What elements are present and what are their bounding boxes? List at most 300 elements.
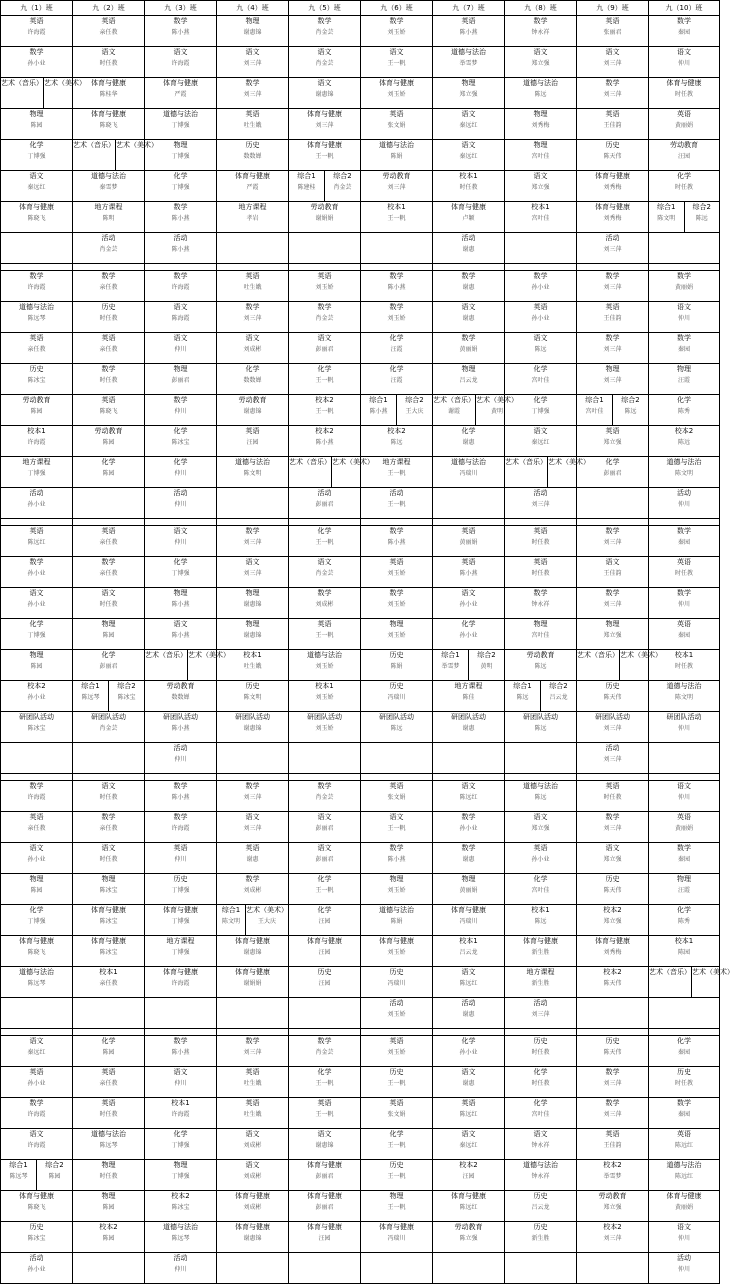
subject-name: 历史 (605, 875, 620, 883)
teacher-name: 刘秀梅 (531, 122, 550, 129)
teacher-name: 仲川 (174, 408, 187, 415)
teacher-name: 举雪梦 (603, 1173, 622, 1180)
lesson-cell (577, 47, 649, 78)
subject-name: 数学 (605, 272, 620, 280)
teacher-name: 许海霞 (171, 980, 190, 987)
period-row (1, 1098, 720, 1129)
subject-name: 体育与健康 (235, 1192, 270, 1200)
split-half (505, 457, 548, 487)
lesson-cell (361, 712, 433, 743)
teacher-name: 钟永祥 (531, 1173, 550, 1180)
subject-name: 数学 (677, 334, 691, 342)
teacher-name: 王佳韵 (603, 1142, 622, 1149)
lesson-cell (577, 743, 649, 774)
teacher-name: 陈远红 (459, 980, 478, 987)
subject-name: 语文 (101, 844, 116, 852)
teacher-name: 秦园 (677, 632, 690, 639)
lesson-cell (73, 650, 145, 681)
teacher-name: 谢惠锦 (243, 1235, 262, 1242)
split-half (433, 650, 469, 680)
subject-name: 体育与健康 (19, 937, 54, 945)
subject-name: 物理 (101, 1161, 116, 1169)
teacher-name: 刘成彬 (243, 1142, 262, 1149)
teacher-name: 陈晓飞 (27, 949, 46, 956)
split-half (541, 681, 576, 711)
teacher-name: 陈冰宝 (27, 1235, 46, 1242)
lesson-cell (1, 1129, 73, 1160)
lesson-cell (433, 619, 505, 650)
lesson-cell (73, 1067, 145, 1098)
teacher-name: 谢惠锦 (243, 632, 262, 639)
split-lesson (649, 967, 734, 997)
subject-name: 道德与法治 (666, 1161, 702, 1169)
subject-name: 数学 (317, 589, 332, 597)
subject-name: 英语 (389, 558, 404, 566)
lesson-cell (217, 557, 289, 588)
lesson-cell (289, 1036, 361, 1067)
lesson-cell (649, 619, 720, 650)
subject-name: 英语 (605, 17, 620, 25)
lesson-cell (433, 712, 505, 743)
subject-name: 化学 (461, 1037, 476, 1045)
period-row (1, 681, 720, 712)
teacher-name: 仲川 (174, 1266, 187, 1273)
teacher-name: 陈园 (102, 1204, 115, 1211)
split-lesson (145, 650, 230, 680)
subject-name: 语文 (245, 558, 260, 566)
subject-name: 英语 (29, 1068, 44, 1076)
lesson-cell (577, 936, 649, 967)
lesson-cell (217, 619, 289, 650)
lesson-cell (649, 16, 720, 47)
lesson-cell (289, 619, 361, 650)
teacher-name: 刘三萍 (603, 1235, 622, 1242)
teacher-name: 刘玉娇 (387, 1011, 406, 1018)
subject-name: 艺术（美术） (692, 968, 734, 976)
teacher-name: 陈小燕 (171, 1049, 190, 1056)
class-header: 九（6）班 (361, 1, 433, 16)
lesson-cell (1, 712, 73, 743)
teacher-name: 陈小燕 (171, 215, 190, 222)
lesson-cell (505, 364, 577, 395)
teacher-name: 陈晓飞 (27, 215, 46, 222)
subject-name: 校本1 (171, 1099, 190, 1107)
subject-name: 数学 (173, 17, 188, 25)
lesson-cell (649, 1253, 720, 1284)
teacher-name: 陈远 (534, 794, 547, 801)
teacher-name: 仲川 (174, 756, 187, 763)
subject-name: 语文 (461, 782, 476, 790)
teacher-name: 谢惠 (246, 856, 259, 863)
lesson-cell (1, 233, 73, 264)
teacher-name: 时任教 (531, 1080, 550, 1087)
subject-name: 化学 (677, 396, 691, 404)
teacher-name: 汪霞 (677, 377, 690, 384)
teacher-name: 刘成彬 (243, 887, 262, 894)
subject-name: 活动 (173, 744, 188, 752)
lesson-cell (73, 395, 145, 426)
lesson-cell (361, 426, 433, 457)
subject-name: 历史 (533, 1037, 548, 1045)
period-row (1, 171, 720, 202)
teacher-name: 丁博强 (171, 1142, 190, 1149)
subject-name: 活动 (173, 489, 188, 497)
teacher-name: 郑立强 (531, 184, 550, 191)
subject-name: 体育与健康 (235, 172, 270, 180)
lesson-cell (577, 1191, 649, 1222)
lesson-cell (289, 874, 361, 905)
teacher-name: 陈天伟 (603, 153, 622, 160)
teacher-name: 时任教 (99, 60, 118, 67)
teacher-name: 时任教 (99, 601, 118, 608)
lesson-cell (577, 1129, 649, 1160)
subject-name: 历史 (245, 141, 260, 149)
subject-name: 历史 (101, 303, 116, 311)
subject-name: 道德与法治 (666, 458, 702, 466)
period-row (1, 1160, 720, 1191)
subject-name: 英语 (533, 558, 548, 566)
subject-name: 化学 (317, 1068, 332, 1076)
teacher-name: 仲川 (677, 501, 690, 508)
subject-name: 研团队活动 (666, 713, 702, 721)
lesson-cell (217, 1222, 289, 1253)
subject-name: 物理 (461, 79, 476, 87)
subject-name: 数学 (29, 1099, 44, 1107)
teacher-name: 肖金芸 (315, 315, 334, 322)
teacher-name: 陈远 (534, 725, 547, 732)
lesson-cell (217, 47, 289, 78)
subject-name: 英语 (245, 1099, 260, 1107)
teacher-name: 陈秀 (677, 408, 690, 415)
lesson-cell (577, 109, 649, 140)
lesson-cell (145, 967, 217, 998)
lesson-cell (361, 936, 433, 967)
teacher-name: 刘秀梅 (603, 215, 622, 222)
subject-name: 数学 (317, 782, 332, 790)
teacher-name: 汪霞 (390, 346, 403, 353)
lesson-cell (289, 1222, 361, 1253)
subject-name: 英语 (389, 110, 404, 118)
split-lesson (289, 457, 374, 487)
lesson-cell (1, 333, 73, 364)
period-row (1, 743, 720, 774)
subject-name: 体育与健康 (91, 110, 126, 118)
teacher-name: 吐生娥 (243, 1080, 262, 1087)
period-row (1, 16, 720, 47)
teacher-name: 举雪梦 (459, 60, 478, 67)
subject-name: 语文 (533, 48, 548, 56)
subject-name: 艺术（音乐） (577, 651, 619, 659)
teacher-name: 时任教 (99, 794, 118, 801)
lesson-cell (361, 16, 433, 47)
split-half (1, 1160, 37, 1190)
lesson-cell (433, 743, 505, 774)
day-separator (1, 264, 720, 271)
teacher-name: 宫叶佳 (531, 377, 550, 384)
lesson-cell (1, 781, 73, 812)
subject-name: 化学 (677, 906, 691, 914)
teacher-name: 陈远 (516, 694, 529, 701)
subject-name: 地方课程 (238, 203, 267, 211)
teacher-name: 王一帆 (387, 501, 406, 508)
teacher-name: 丁博强 (27, 918, 46, 925)
teacher-name: 陈远琴 (27, 315, 46, 322)
subject-name: 道德与法治 (523, 782, 558, 790)
subject-name: 道德与法治 (666, 682, 702, 690)
split-lesson (217, 905, 288, 935)
subject-name: 综合1 (369, 396, 388, 404)
subject-name: 数学 (605, 589, 620, 597)
lesson-cell (289, 557, 361, 588)
teacher-name: 陈园 (48, 1173, 61, 1180)
subject-name: 英语 (605, 303, 620, 311)
lesson-cell (1, 998, 73, 1029)
subject-name: 研团队活动 (307, 713, 342, 721)
subject-name: 艺术（美术） (246, 906, 288, 914)
subject-name: 历史 (389, 651, 404, 659)
lesson-cell (1, 650, 73, 681)
teacher-name: 陈远琴 (171, 1235, 190, 1242)
teacher-name: 仲川 (677, 794, 690, 801)
lesson-cell (217, 395, 289, 426)
lesson-cell (73, 1129, 145, 1160)
subject-name: 物理 (389, 875, 404, 883)
subject-name: 体育与健康 (307, 937, 342, 945)
lesson-cell (433, 488, 505, 519)
split-half (469, 650, 504, 680)
subject-name: 道德与法治 (163, 110, 198, 118)
teacher-name: 汪园 (246, 439, 259, 446)
lesson-cell (73, 905, 145, 936)
subject-name: 活动 (461, 234, 476, 242)
lesson-cell (577, 488, 649, 519)
lesson-cell (433, 395, 518, 426)
lesson-cell (649, 171, 720, 202)
teacher-name: 丁博强 (531, 408, 550, 415)
split-half (332, 457, 374, 487)
subject-name: 数学 (245, 875, 260, 883)
lesson-cell (361, 967, 433, 998)
subject-name: 综合2 (549, 682, 568, 690)
lesson-cell (289, 588, 361, 619)
teacher-name: 陈园 (30, 408, 43, 415)
teacher-name: 汪园 (677, 153, 690, 160)
lesson-cell (289, 743, 361, 774)
lesson-cell (649, 557, 720, 588)
teacher-name: 刘三萍 (531, 1011, 550, 1018)
subject-name: 数学 (533, 17, 548, 25)
lesson-cell (577, 681, 649, 712)
teacher-name: 刘玉娇 (315, 725, 334, 732)
split-half (217, 905, 246, 935)
subject-name: 体育与健康 (235, 1223, 270, 1231)
period-row (1, 333, 720, 364)
subject-name: 数学 (605, 1099, 620, 1107)
lesson-cell (505, 588, 577, 619)
subject-name: 校本2 (27, 682, 46, 690)
teacher-name: 王一帆 (315, 408, 334, 415)
subject-name: 劳动教育 (598, 1192, 627, 1200)
subject-name: 物理 (677, 365, 691, 373)
subject-name: 英语 (461, 527, 476, 535)
subject-name: 语文 (677, 48, 691, 56)
teacher-name: 许海霞 (171, 825, 190, 832)
lesson-cell (361, 78, 433, 109)
teacher-name: 陈冰宝 (117, 694, 136, 701)
lesson-cell (145, 1067, 217, 1098)
period-row (1, 1067, 720, 1098)
teacher-name: 陈文明 (243, 470, 262, 477)
subject-name: 体育与健康 (307, 141, 342, 149)
teacher-name: 吕云龙 (459, 949, 478, 956)
subject-name: 英语 (245, 844, 260, 852)
teacher-name: 仲川 (677, 1266, 690, 1273)
subject-name: 语文 (605, 844, 620, 852)
teacher-name: 王一帆 (387, 1204, 406, 1211)
lesson-cell (217, 457, 289, 488)
subject-name: 化学 (29, 620, 44, 628)
lesson-cell (433, 233, 505, 264)
split-lesson (505, 681, 576, 711)
subject-name: 校本2 (603, 968, 622, 976)
teacher-name: 时任教 (674, 570, 693, 577)
lesson-cell (433, 1098, 505, 1129)
lesson-cell (145, 650, 230, 681)
lesson-cell (217, 271, 289, 302)
subject-name: 数学 (101, 272, 116, 280)
subject-name: 语文 (173, 303, 188, 311)
subject-name: 研团队活动 (235, 713, 270, 721)
subject-name: 英语 (101, 17, 116, 25)
lesson-cell (289, 426, 361, 457)
subject-name: 化学 (317, 906, 332, 914)
subject-name: 化学 (245, 365, 260, 373)
subject-name: 劳动教育 (238, 396, 267, 404)
lesson-cell (73, 1036, 145, 1067)
subject-name: 劳动教育 (382, 172, 411, 180)
teacher-name: 时任教 (603, 794, 622, 801)
teacher-name: 刘玉娇 (387, 601, 406, 608)
teacher-name: 黄丽娟 (674, 122, 693, 129)
subject-name: 活动 (389, 489, 404, 497)
lesson-cell (361, 47, 433, 78)
teacher-name: 许海霞 (27, 1111, 46, 1118)
teacher-name: 彭丽君 (315, 501, 334, 508)
teacher-name: 陈冰宝 (171, 439, 190, 446)
teacher-name: 刘三萍 (243, 1049, 262, 1056)
subject-name: 数学 (29, 558, 44, 566)
lesson-cell (217, 936, 289, 967)
subject-name: 语文 (461, 303, 476, 311)
subject-name: 英语 (677, 558, 691, 566)
lesson-cell (577, 967, 649, 998)
subject-name: 艺术（美术） (548, 458, 590, 466)
teacher-name: 刘秀梅 (603, 184, 622, 191)
teacher-name: 陈建桂 (297, 184, 316, 191)
period-row (1, 526, 720, 557)
lesson-cell (73, 967, 145, 998)
subject-name: 数学 (317, 303, 332, 311)
lesson-cell (145, 47, 217, 78)
teacher-name: 新生胜 (531, 980, 550, 987)
teacher-name: 时任教 (674, 184, 693, 191)
lesson-cell (649, 109, 720, 140)
teacher-name: 秦园 (677, 346, 690, 353)
lesson-cell (577, 1160, 649, 1191)
teacher-name: 陈远琴 (81, 694, 100, 701)
teacher-name: 秦远红 (27, 1049, 46, 1056)
subject-name: 化学 (533, 396, 548, 404)
lesson-cell (433, 874, 505, 905)
class-header: 九（7）班 (433, 1, 505, 16)
subject-name: 化学 (317, 527, 332, 535)
subject-name: 数学 (461, 334, 476, 342)
teacher-name: 许海霞 (171, 60, 190, 67)
subject-name: 英语 (101, 527, 116, 535)
subject-name: 英语 (317, 620, 332, 628)
teacher-name: 陈冰宝 (99, 887, 118, 894)
lesson-cell (577, 1036, 649, 1067)
lesson-cell (145, 1253, 217, 1284)
period-row (1, 488, 720, 519)
subject-name: 数学 (173, 782, 188, 790)
teacher-name: 刘三萍 (603, 60, 622, 67)
teacher-name: 陈娟 (390, 918, 403, 925)
lesson-cell (505, 302, 577, 333)
subject-name: 物理 (605, 365, 620, 373)
teacher-name: 时任教 (99, 856, 118, 863)
split-half (649, 202, 685, 232)
teacher-name: 秦园 (677, 1111, 690, 1118)
teacher-name: 王一帆 (315, 1080, 334, 1087)
subject-name: 综合2 (117, 682, 136, 690)
lesson-cell (217, 874, 289, 905)
subject-name: 校本2 (171, 1192, 190, 1200)
lesson-cell (649, 1067, 720, 1098)
lesson-cell (505, 998, 577, 1029)
lesson-cell (649, 140, 720, 171)
subject-name: 历史 (245, 682, 260, 690)
teacher-name: 陈远红 (459, 1111, 478, 1118)
lesson-cell (433, 843, 505, 874)
teacher-name: 郑立强 (531, 825, 550, 832)
lesson-cell (361, 1067, 433, 1098)
teacher-name: 陈园 (30, 122, 43, 129)
lesson-cell (577, 395, 649, 426)
subject-name: 研团队活动 (19, 713, 54, 721)
teacher-name: 秦园 (677, 29, 690, 36)
lesson-cell (145, 526, 217, 557)
teacher-name: 肖金芸 (315, 60, 334, 67)
teacher-name: 孙小业 (459, 825, 478, 832)
teacher-name: 丁博强 (27, 470, 46, 477)
teacher-name: 亲任教 (99, 346, 118, 353)
subject-name: 研团队活动 (91, 713, 126, 721)
lesson-cell (145, 1160, 217, 1191)
subject-name: 英语 (29, 17, 44, 25)
teacher-name: 丁博强 (171, 153, 190, 160)
subject-name: 校本1 (99, 968, 118, 976)
lesson-cell (289, 47, 361, 78)
teacher-name: 陈海霞 (171, 315, 190, 322)
subject-name: 语文 (173, 334, 188, 342)
teacher-name: 亲任教 (99, 284, 118, 291)
teacher-name: 谢惠 (462, 725, 475, 732)
teacher-name: 吕云龙 (531, 1204, 550, 1211)
subject-name: 语文 (317, 79, 332, 87)
lesson-cell (217, 488, 289, 519)
subject-name: 体育与健康 (19, 1192, 54, 1200)
